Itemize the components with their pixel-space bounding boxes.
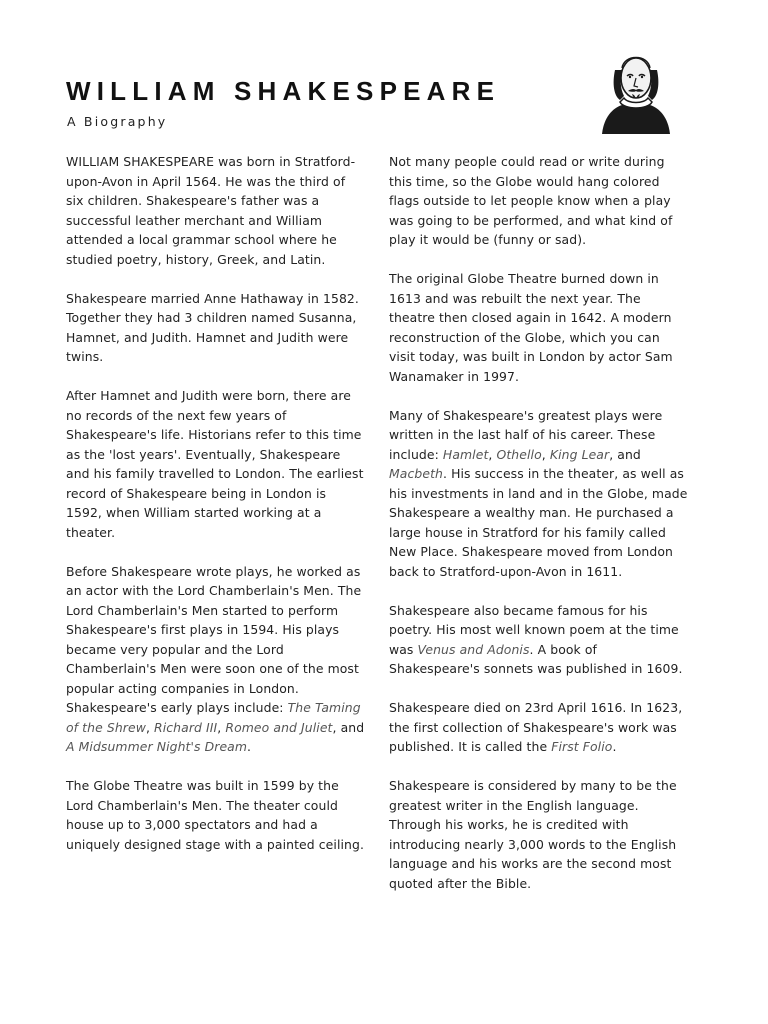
work-title: Macbeth	[389, 466, 443, 481]
body-paragraph	[66, 152, 366, 269]
body-paragraph	[389, 406, 689, 582]
left-column	[66, 152, 366, 874]
work-title: Venus and Adonis	[417, 641, 530, 657]
paragraph-text: Shakespeare married Anne Hathaway in 1582. Together they had 3 children named Susanna, Hamnet, and Judith. Hamnet and Judith were twins.	[66, 290, 359, 364]
body-paragraph	[389, 152, 689, 250]
shakespeare-portrait-icon	[598, 40, 674, 136]
body-paragraph	[389, 601, 689, 679]
body-paragraph	[389, 269, 689, 386]
paragraph-text: ,	[541, 446, 550, 462]
paragraph-text: After Hamnet and Judith were born, there are no records of the next few years of Shakespeare's life. Historians refer to this time as the 'lost years'. Eventually, Shakespeare and his family travelled to London. The earliest record of Shakespeare being in London is 1592, when William started working at a theater.	[66, 388, 364, 540]
paragraph-text: , and	[332, 719, 365, 735]
paragraph-text: .	[612, 739, 617, 754]
paragraph-text: Shakespeare also became famous for his poetry. His most well known poem at the time was	[389, 602, 679, 657]
work-title: Othello	[496, 446, 542, 462]
body-paragraph	[66, 776, 366, 854]
paragraph-text: .	[247, 739, 252, 754]
work-title: Richard III	[154, 719, 218, 735]
paragraph-text: . A book of Shakespeare's sonnets was published in 1609.	[389, 641, 683, 676]
right-column	[389, 152, 689, 913]
paragraph-text: Not many people could read or write during this time, so the Globe would hang colored flags outside to let people know when a play was going to be performed, and what kind of play it would be (funny or sad).	[389, 154, 673, 247]
paragraph-text: Shakespeare died on 23rd April 1616. In 1623, the first collection of Shakespeare's work was published. It is called the	[389, 700, 683, 754]
work-title: First Folio	[551, 739, 613, 754]
body-paragraph	[389, 698, 689, 757]
paragraph-text: ,	[217, 719, 226, 735]
page-subtitle: A Biography	[67, 114, 168, 129]
paragraph-text: Shakespeare is considered by many to be the greatest writer in the English language. Through his works, he is credited with introducing nearly 3,000 words to the English language and his works are the second most quoted after the Bible.	[389, 778, 677, 891]
paragraph-text: , and	[609, 446, 641, 462]
paragraph-text: . His success in the theater, as well as his investments in land and in the Globe, made Shakespeare a wealthy man. He purchased a large house in Stratford for his family called New Place. Shakespeare moved from London back to Stratford-upon-Avon in 1611.	[389, 466, 688, 579]
paragraph-text: Before Shakespeare wrote plays, he worked as an actor with the Lord Chamberlain's Men. The Lord Chamberlain's Men started to perform Shakespeare's first plays in 1594. His plays became very popular and the Lord Chamberlain's Men were soon one of the most popular acting companies in London. Shakespeare's early plays include:	[66, 563, 362, 715]
work-title: A Midsummer Night's Dream	[66, 739, 248, 754]
work-title: The Taming of the Shrew	[66, 700, 361, 735]
paragraph-text: The original Globe Theatre burned down in 1613 and was rebuilt the next year. The theatre then closed again in 1642. A modern reconstruction of the Globe, which you can visit today, was built in London by actor Sam Wanamaker in 1997.	[389, 271, 673, 384]
page-title: WILLIAM SHAKESPEARE	[66, 76, 501, 106]
work-title: King Lear	[549, 446, 610, 462]
body-paragraph	[66, 386, 366, 542]
paragraph-text: ,	[488, 446, 497, 462]
paragraph-text: ,	[145, 719, 155, 735]
body-paragraph	[66, 562, 366, 757]
paragraph-text: The Globe Theatre was built in 1599 by the Lord Chamberlain's Men. The theater could house up to 3,000 spectators and had a uniquely designed stage with a painted ceiling.	[66, 778, 364, 852]
body-paragraph	[66, 289, 366, 367]
body-paragraph	[389, 776, 689, 893]
work-title: Romeo and Juliet	[225, 719, 333, 735]
paragraph-text: WILLIAM SHAKESPEARE was born in Stratford-upon-Avon in April 1564. He was the third of six children. Shakespeare's father was a successful leather merchant and William attended a local grammar school where he studied poetry, history, Greek, and Latin.	[66, 154, 356, 267]
work-title: Hamlet	[442, 446, 489, 462]
paragraph-text: Many of Shakespeare's greatest plays were written in the last half of his career. These include:	[389, 407, 663, 462]
